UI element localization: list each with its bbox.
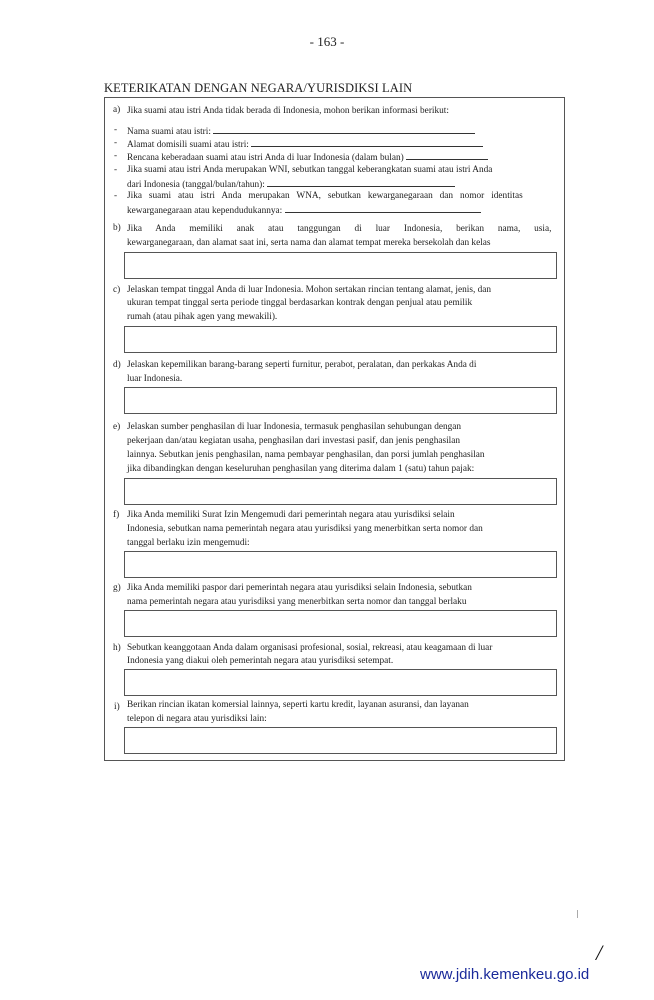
driving-license-answer-box[interactable] xyxy=(124,551,557,578)
section-heading: KETERIKATAN DENGAN NEGARA/YURISDIKSI LAIN xyxy=(104,81,413,95)
belongings-answer-box[interactable] xyxy=(124,387,557,414)
field-label: Rencana keberadaan suami atau istri Anda di luar Indonesia (dalam bulan) xyxy=(127,153,404,163)
item-d-text: luar Indonesia. xyxy=(127,374,183,384)
dash: - xyxy=(114,125,118,135)
item-f-text: Indonesia, sebutkan nama pemerintah negara atau yurisdiksi yang menerbitkan serta nomor dan xyxy=(127,524,483,534)
item-marker: e) xyxy=(113,422,121,432)
field-label: dari Indonesia (tanggal/bulan/tahun): xyxy=(127,180,265,190)
item-e-text: Jelaskan sumber penghasilan di luar Indonesia, termasuk penghasilan sehubungan dengan xyxy=(127,422,462,432)
item-marker: b) xyxy=(113,223,121,233)
item-f-text: Jika Anda memiliki Surat Izin Mengemudi dari pemerintah negara atau yurisdiksi selain xyxy=(127,510,455,520)
item-c-text: ukuran tempat tinggal serta periode tinggal berdasarkan kontrak dengan penjual atau pemilik xyxy=(127,298,473,308)
dash: - xyxy=(114,151,118,161)
dash: - xyxy=(114,191,118,201)
spouse-departure-date-field[interactable] xyxy=(127,178,455,191)
dash: - xyxy=(114,165,118,175)
dash: - xyxy=(114,138,118,148)
membership-answer-box[interactable] xyxy=(124,669,557,696)
item-marker: h) xyxy=(113,643,121,653)
spouse-address-field[interactable] xyxy=(127,138,483,151)
item-e-text: jika dibandingkan dengan keseluruhan penghasilan yang diterima dalam 1 (satu) tahun pajak: xyxy=(127,464,475,474)
passport-answer-box[interactable] xyxy=(124,610,557,637)
field-label: Jika suami atau istri Anda merupakan WNA, sebutkan kewarganegaraan dan nomor identitas xyxy=(127,191,523,201)
field-label: Jika suami atau istri Anda merupakan WNI, sebutkan tanggal keberangkatan suami atau istri Anda xyxy=(127,165,493,175)
item-c-text: rumah (atau pihak agen yang mewakili). xyxy=(127,312,278,322)
item-c-text: Jelaskan tempat tinggal Anda di luar Indonesia. Mohon sertakan rincian tentang alamat, jenis, dan xyxy=(127,285,492,295)
item-marker: c) xyxy=(113,285,121,295)
page-number: - 163 - xyxy=(309,34,345,49)
item-i-text: Berikan rincian ikatan komersial lainnya, seperti kartu kredit, layanan asuransi, dan layanan xyxy=(127,700,469,710)
item-marker: d) xyxy=(113,360,121,370)
item-h-text: Indonesia yang diakui oleh pemerintah negara atau yurisdiksi setempat. xyxy=(127,656,394,666)
commercial-ties-answer-box[interactable] xyxy=(124,727,557,754)
item-d-text: Jelaskan kepemilikan barang-barang seperti furnitur, perabot, peralatan, dan perkakas Anda di xyxy=(127,360,477,370)
item-b-text: Jika Anda memiliki anak atau tanggungan di luar Indonesia, berikan nama, usia, xyxy=(127,224,552,234)
item-f-text: tanggal berlaku izin mengemudi: xyxy=(127,538,250,548)
field-label: Alamat domisili suami atau istri: xyxy=(127,140,249,150)
item-e-text: lainnya. Sebutkan jenis penghasilan, nama pembayar penghasilan, dan porsi jumlah penghasilan xyxy=(127,450,485,460)
item-g-text: Jika Anda memiliki paspor dari pemerintah negara atau yurisdiksi selain Indonesia, sebutkan xyxy=(127,583,472,593)
item-g-text: nama pemerintah negara atau yurisdiksi yang menerbitkan serta nomor dan tanggal berlaku xyxy=(127,597,467,607)
item-marker: i) xyxy=(114,702,120,712)
item-b-text: kewarganegaraan, dan alamat saat ini, serta nama dan alamat tempat mereka bersekolah dan kelas xyxy=(127,238,491,248)
spouse-name-field[interactable] xyxy=(127,125,475,138)
item-marker: g) xyxy=(113,583,121,593)
income-answer-box[interactable] xyxy=(124,478,557,505)
spouse-duration-field[interactable] xyxy=(127,151,488,164)
residence-answer-box[interactable] xyxy=(124,326,557,353)
footer-url[interactable]: www.jdih.kemenkeu.go.id xyxy=(420,966,590,983)
spouse-nationality-field[interactable] xyxy=(127,204,481,217)
scan-mark xyxy=(577,910,578,918)
field-label: kewarganegaraan atau kependudukannya: xyxy=(127,206,283,216)
field-label: Nama suami atau istri: xyxy=(127,127,211,137)
item-h-text: Sebutkan keanggotaan Anda dalam organisasi profesional, sosial, rekreasi, atau keagamaan di luar xyxy=(127,643,493,653)
item-marker: a) xyxy=(113,105,121,115)
item-a-intro: Jika suami atau istri Anda tidak berada di Indonesia, mohon berikan informasi berikut: xyxy=(127,106,449,116)
item-marker: f) xyxy=(113,510,120,520)
item-e-text: pekerjaan dan/atau kegiatan usaha, penghasilan dari investasi pasif, dan jenis penghasilan xyxy=(127,436,461,446)
children-answer-box[interactable] xyxy=(124,252,557,279)
item-i-text: telepon di negara atau yurisdiksi lain: xyxy=(127,714,267,724)
initial-mark: / xyxy=(596,940,603,965)
